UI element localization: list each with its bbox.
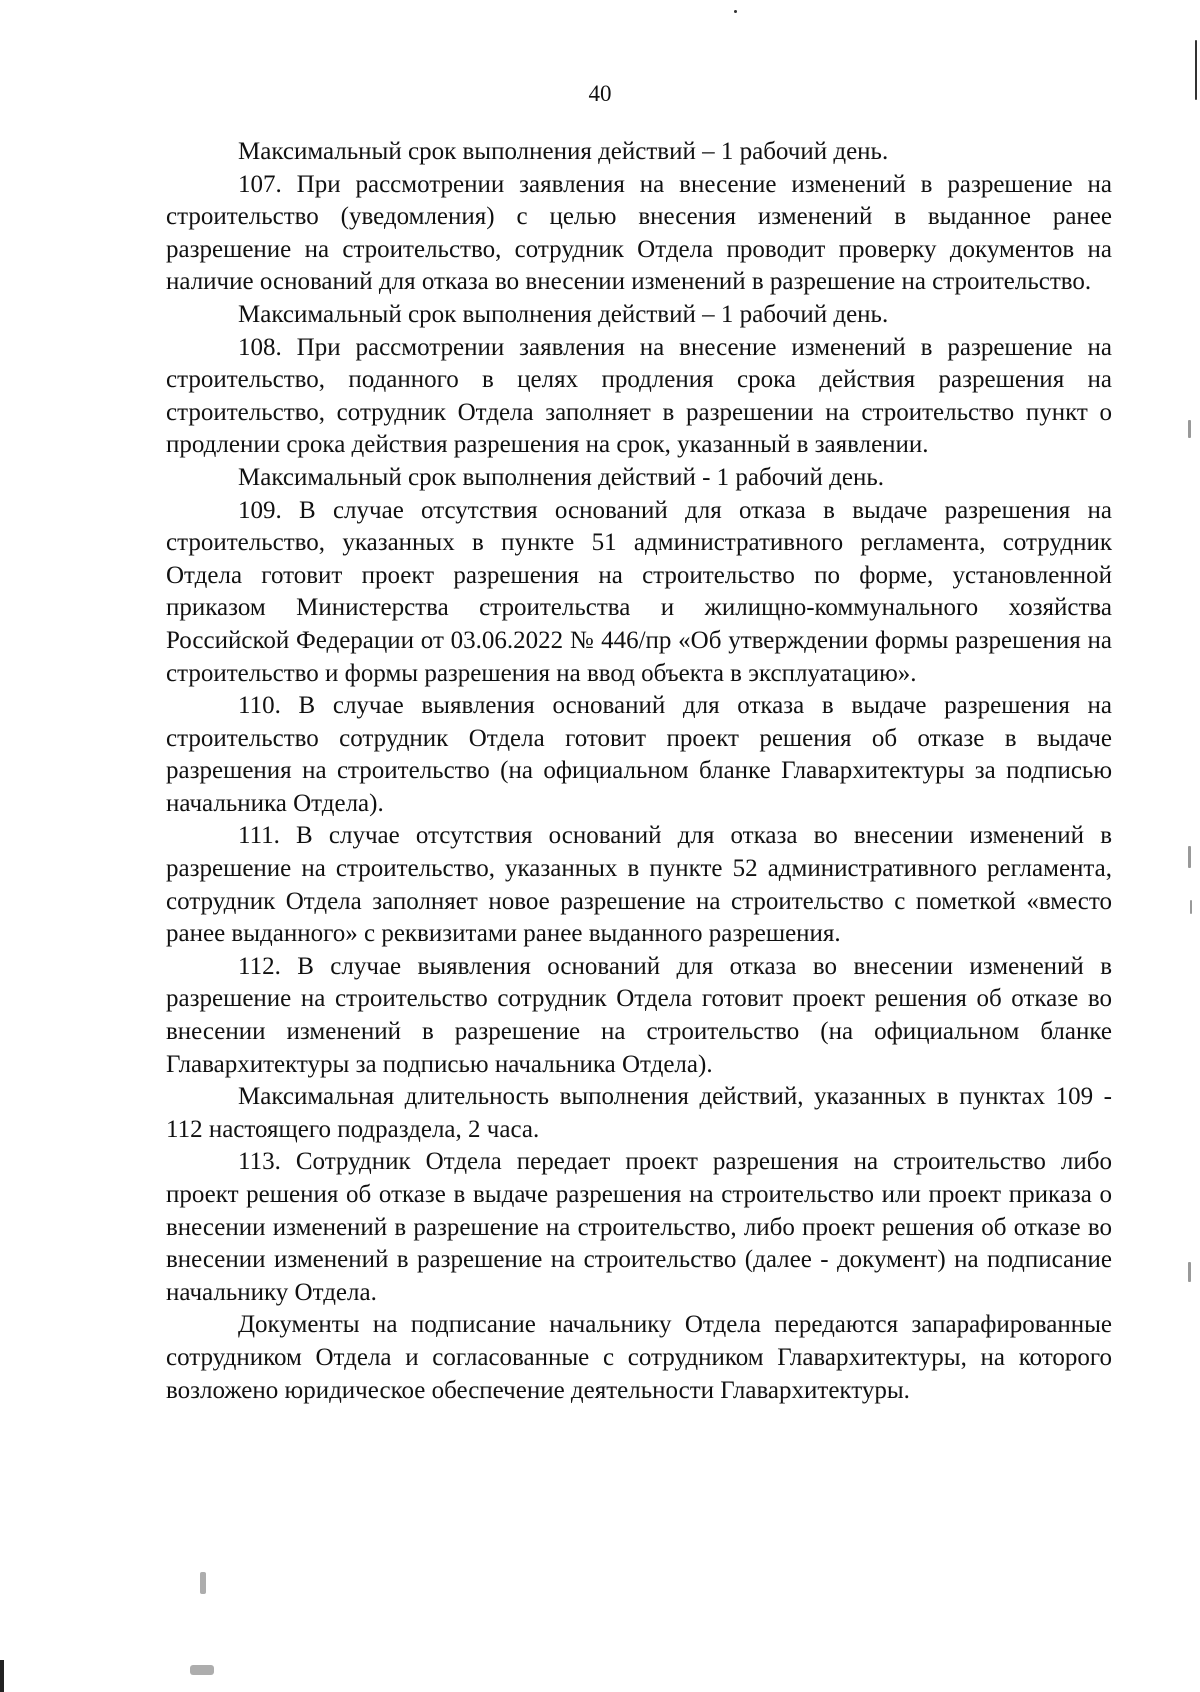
paragraph-max-term-3: Максимальный срок выполнения действий - 1 рабочий день. xyxy=(238,463,885,491)
paragraph-111: 111. В случае отсутствия оснований для отказа во внесении изменений в разрешение на строительство, указанных в пункте 52 административного регламента, сотрудник Отдела заполняет новое разрешение на строительство с пометкой «вместо ранее выданного» с реквизитами ранее выданного разрешения. xyxy=(166,822,1112,948)
document-body xyxy=(166,136,1112,1407)
paragraph-max-term-2: Максимальный срок выполнения действий – 1 рабочий день. xyxy=(238,300,889,328)
paragraph-112: 112. В случае выявления оснований для отказа во внесении изменений в разрешение на строительство сотрудник Отдела готовит проект решения об отказе во внесении изменений в разрешение на строительство (на официальном бланке Главархитектуры за подписью начальника Отдела). xyxy=(166,952,1112,1078)
scan-edge-line xyxy=(0,1660,4,1692)
scan-speck xyxy=(1195,40,1197,100)
paragraph-108: 108. При рассмотрении заявления на внесение изменений в разрешение на строительство, поданного в целях продления срока действия разрешения на строительство, сотрудник Отдела заполняет в разрешении на строительство пункт о продлении срока действия разрешения на срок, указанный в заявлении. xyxy=(166,333,1112,459)
scan-speck xyxy=(1188,420,1191,438)
scan-speck xyxy=(1188,1262,1191,1282)
paragraph-107: 107. При рассмотрении заявления на внесение изменений в разрешение на строительство (уведомления) с целью внесения изменений в выданное ранее разрешение на строительство, сотрудник Отдела проводит проверку документов на наличие оснований для отказа во внесении изменений в разрешение на строительство. xyxy=(166,170,1112,296)
scan-speck xyxy=(200,1572,206,1594)
paragraph-max-duration: Максимальная длительность выполнения действий, указанных в пунктах 109 - 112 настоящего подраздела, 2 часа. xyxy=(166,1083,1112,1143)
paragraph-110: 110. В случае выявления оснований для отказа в выдаче разрешения на строительство сотрудник Отдела готовит проект решения об отказе в выдаче разрешения на строительство (на официальном бланке Главархитектуры за подписью начальника Отдела). xyxy=(166,692,1112,817)
paragraph-113: 113. Сотрудник Отдела передает проект разрешения на строительство либо проект решения об отказе в выдаче разрешения на строительство или проект приказа о внесении изменений в разрешение на строительство, либо проект решения об отказе во внесении изменений в разрешение на строительство (далее - документ) на подписание начальнику Отдела. xyxy=(166,1148,1112,1306)
scan-speck xyxy=(190,1665,214,1675)
scan-speck xyxy=(1188,846,1191,868)
paragraph-max-term-1: Максимальный срок выполнения действий – 1 рабочий день. xyxy=(238,138,889,165)
paragraph-109: 109. В случае отсутствия оснований для отказа в выдаче разрешения на строительство, указанных в пункте 51 административного регламента, сотрудник Отдела готовит проект разрешения на строительство по форме, установленной приказом Министерства строительства и жилищно-коммунального хозяйства Российской Федерации от 03.06.2022 № 446/пр «Об утверждении формы разрешения на строительство и формы разрешения на ввод объекта в эксплуатацию». xyxy=(166,496,1112,687)
paragraph-documents-signing: Документы на подписание начальнику Отдела передаются запарафированные сотрудником Отдела и согласованные с сотрудником Главархитектуры, на которого возложено юридическое обеспечение деятельности Главархитектуры. xyxy=(166,1311,1112,1404)
scan-speck xyxy=(734,10,737,13)
scan-speck xyxy=(1190,900,1192,914)
page-number: 40 xyxy=(588,81,612,106)
